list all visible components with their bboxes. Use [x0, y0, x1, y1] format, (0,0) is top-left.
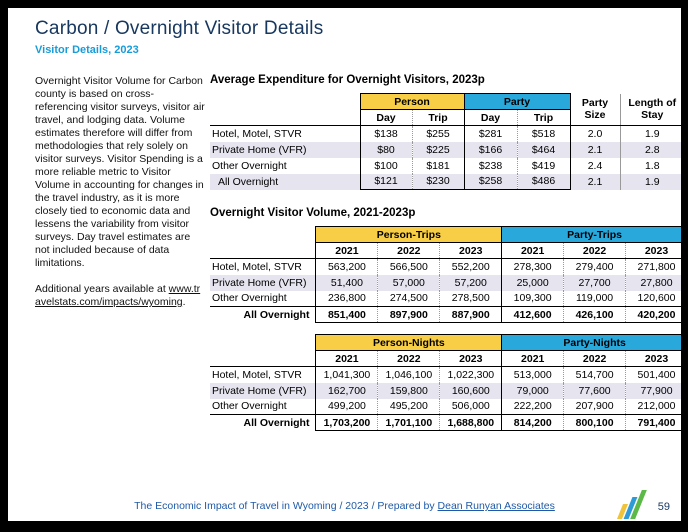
cell-value: 57,000	[378, 275, 440, 291]
corner-cell	[210, 110, 360, 126]
row-label: Private Home (VFR)	[210, 142, 360, 158]
cell-value: 212,000	[626, 399, 681, 415]
trips-table	[210, 226, 681, 323]
cell-value: 57,200	[440, 275, 502, 291]
year-header-row	[210, 243, 681, 259]
cell-value: 274,500	[378, 291, 440, 307]
corner-cell	[210, 243, 316, 259]
cell-value: 2.8	[620, 142, 681, 158]
row-label: Hotel, Motel, STVR	[212, 260, 302, 273]
footer-text: The Economic Impact of Travel in Wyoming / 2023 / Prepared by	[134, 500, 438, 512]
nights-table	[210, 334, 681, 431]
cell-value: 222,200	[502, 399, 564, 415]
person-group-header: Person	[360, 94, 464, 110]
cell-value: 851,400	[316, 307, 378, 323]
cell-value: 566,500	[378, 259, 440, 275]
cell-value: 506,000	[440, 399, 502, 415]
group-header-row	[210, 335, 681, 351]
year-header: 2021	[502, 243, 564, 259]
year-header: 2022	[564, 351, 626, 367]
cell-value: $230	[412, 174, 464, 190]
cell-value: 887,900	[440, 307, 502, 323]
table-row	[210, 307, 681, 323]
page-number: 59	[657, 501, 670, 513]
cell-value: 109,300	[502, 291, 564, 307]
cell-value: 412,600	[502, 307, 564, 323]
table-row	[210, 259, 681, 275]
cell-value: 1,703,200	[316, 415, 378, 431]
year-header: 2021	[316, 243, 378, 259]
cell-value: 501,400	[626, 367, 681, 383]
footer	[8, 500, 681, 512]
report-page	[8, 8, 681, 521]
cell-value: 1,022,300	[440, 367, 502, 383]
party-group-header: Party	[464, 94, 570, 110]
row-label: All Overnight	[210, 174, 360, 190]
party-trips-header: Party-Trips	[502, 227, 681, 243]
cell-value: 2.1	[570, 174, 620, 190]
additional-years-period: .	[182, 296, 186, 308]
year-header: 2023	[440, 351, 502, 367]
cell-value: $138	[360, 126, 412, 142]
volume-heading: Overnight Visitor Volume, 2021-2023p	[210, 207, 416, 219]
cell-value: 1.8	[620, 158, 681, 174]
cell-value: $121	[360, 174, 412, 190]
cell-value: $255	[412, 126, 464, 142]
cell-value: 278,500	[440, 291, 502, 307]
cell-value: $419	[517, 158, 570, 174]
cell-value: $464	[517, 142, 570, 158]
table-row	[210, 383, 681, 399]
row-label: All Overnight	[210, 415, 316, 431]
cell-value: 791,400	[626, 415, 681, 431]
table-row	[210, 367, 681, 383]
group-header-row	[210, 227, 681, 243]
party-nights-header: Party-Nights	[502, 335, 681, 351]
cell-value: $166	[464, 142, 517, 158]
cell-value: $281	[464, 126, 517, 142]
cell-value: 236,800	[316, 291, 378, 307]
cell-value: 279,400	[564, 259, 626, 275]
year-header: 2022	[564, 243, 626, 259]
cell-value: 1.9	[620, 126, 681, 142]
cell-value: $80	[360, 142, 412, 158]
cell-value: $238	[464, 158, 517, 174]
cell-value: 1,688,800	[440, 415, 502, 431]
page-title: Carbon / Overnight Visitor Details	[35, 18, 324, 39]
cell-value: $518	[517, 126, 570, 142]
cell-value: 25,000	[502, 275, 564, 291]
row-label: Other Overnight	[212, 292, 287, 305]
cell-value: 1,701,100	[378, 415, 440, 431]
table-row	[210, 275, 681, 291]
cell-value: 77,900	[626, 383, 681, 399]
cell-value: 2.4	[587, 159, 603, 172]
cell-value: 552,200	[440, 259, 502, 275]
year-header-row	[210, 351, 681, 367]
additional-years-text: Additional years available at	[35, 283, 169, 295]
cell-value: 119,000	[564, 291, 626, 307]
cell-value: 1.9	[620, 174, 681, 190]
cell-value: 120,600	[626, 291, 682, 307]
group-header-row	[210, 94, 681, 110]
length-of-stay-header: Length of Stay	[620, 94, 681, 126]
corner-cell	[210, 94, 360, 110]
cell-value: 426,100	[564, 307, 626, 323]
row-label: Private Home (VFR)	[210, 275, 316, 291]
expenditure-table	[210, 93, 681, 190]
table-row	[210, 399, 681, 415]
cell-value: 271,800	[626, 259, 682, 275]
cell-value: $258	[464, 174, 517, 190]
year-header: 2022	[378, 243, 440, 259]
year-header: 2021	[502, 351, 564, 367]
row-label: Private Home (VFR)	[210, 383, 316, 399]
table-row	[210, 158, 681, 174]
expenditure-heading: Average Expenditure for Overnight Visitors, 2023p	[210, 74, 485, 86]
cell-value: 27,700	[564, 275, 626, 291]
cell-value: $100	[360, 158, 412, 174]
table-row	[210, 415, 681, 431]
year-header: 2023	[440, 243, 502, 259]
trips-table-body	[210, 259, 681, 323]
row-label: Hotel, Motel, STVR	[212, 368, 302, 381]
row-label: All Overnight	[210, 307, 316, 323]
person-trips-header: Person-Trips	[316, 227, 502, 243]
cell-value: 563,200	[316, 259, 378, 275]
year-header: 2023	[626, 351, 681, 367]
cell-value: 27,800	[626, 275, 682, 291]
cell-value: 162,700	[316, 383, 378, 399]
dean-runyan-logo	[619, 489, 645, 519]
year-header: 2021	[316, 351, 378, 367]
cell-value: 1,041,300	[316, 367, 378, 383]
cell-value: 420,200	[626, 307, 682, 323]
page-subtitle: Visitor Details, 2023	[35, 44, 139, 56]
table-row	[210, 126, 681, 142]
travelstats-link[interactable]: www.travelstats.com/impacts/wyoming	[35, 283, 201, 308]
cell-value: 79,000	[502, 383, 564, 399]
main-content	[210, 74, 681, 431]
cell-value: 897,900	[378, 307, 440, 323]
year-header: 2022	[378, 351, 440, 367]
col-header: Day	[464, 110, 517, 126]
cell-value: $225	[412, 142, 464, 158]
nights-table-body	[210, 367, 681, 431]
additional-years-note	[35, 283, 205, 309]
corner-cell	[210, 351, 316, 367]
row-label: Other Overnight	[212, 400, 287, 413]
table-row	[210, 142, 681, 158]
col-header: Trip	[412, 110, 464, 126]
cell-value: 1,046,100	[378, 367, 440, 383]
corner-cell	[210, 227, 316, 243]
cell-value: 800,100	[564, 415, 626, 431]
sidebar-notes	[35, 75, 205, 309]
cell-value: 278,300	[502, 259, 564, 275]
cell-value: 499,200	[316, 399, 378, 415]
party-size-header: Party Size	[570, 94, 620, 126]
cell-value: $181	[412, 158, 464, 174]
cell-value: 2.0	[587, 127, 603, 140]
expenditure-table-body	[210, 126, 681, 190]
dean-runyan-link[interactable]: Dean Runyan Associates	[437, 500, 555, 512]
cell-value: 207,900	[564, 399, 626, 415]
cell-value: 160,600	[440, 383, 502, 399]
cell-value: 159,800	[378, 383, 440, 399]
cell-value: 495,200	[378, 399, 440, 415]
cell-value: 514,700	[564, 367, 626, 383]
table-row	[210, 174, 681, 190]
cell-value: 51,400	[316, 275, 378, 291]
cell-value: 814,200	[502, 415, 564, 431]
person-nights-header: Person-Nights	[316, 335, 502, 351]
cell-value: 77,600	[564, 383, 626, 399]
row-label: Hotel, Motel, STVR	[212, 127, 302, 140]
col-header: Trip	[517, 110, 570, 126]
methodology-note: Overnight Visitor Volume for Carbon county is based on cross-referencing visitor surveys, visitor air travel, and lodging data. Volume estimates therefore will differ from methodologies that rely solely on visitor surveys. Visitor Spending is a more reliable metric to Visitor Volume in accounting for changes in the travel industry, as it is more closely tied to economic data and lessens the variability from visitor surveys. Day travel estimates are not included because of data limitations.	[35, 75, 205, 269]
corner-cell	[210, 335, 316, 351]
year-header: 2023	[626, 243, 682, 259]
col-header: Day	[360, 110, 412, 126]
row-label: Other Overnight	[212, 159, 287, 172]
cell-value: 513,000	[502, 367, 564, 383]
table-row	[210, 291, 681, 307]
cell-value: $486	[517, 174, 570, 190]
cell-value: 2.1	[570, 142, 620, 158]
